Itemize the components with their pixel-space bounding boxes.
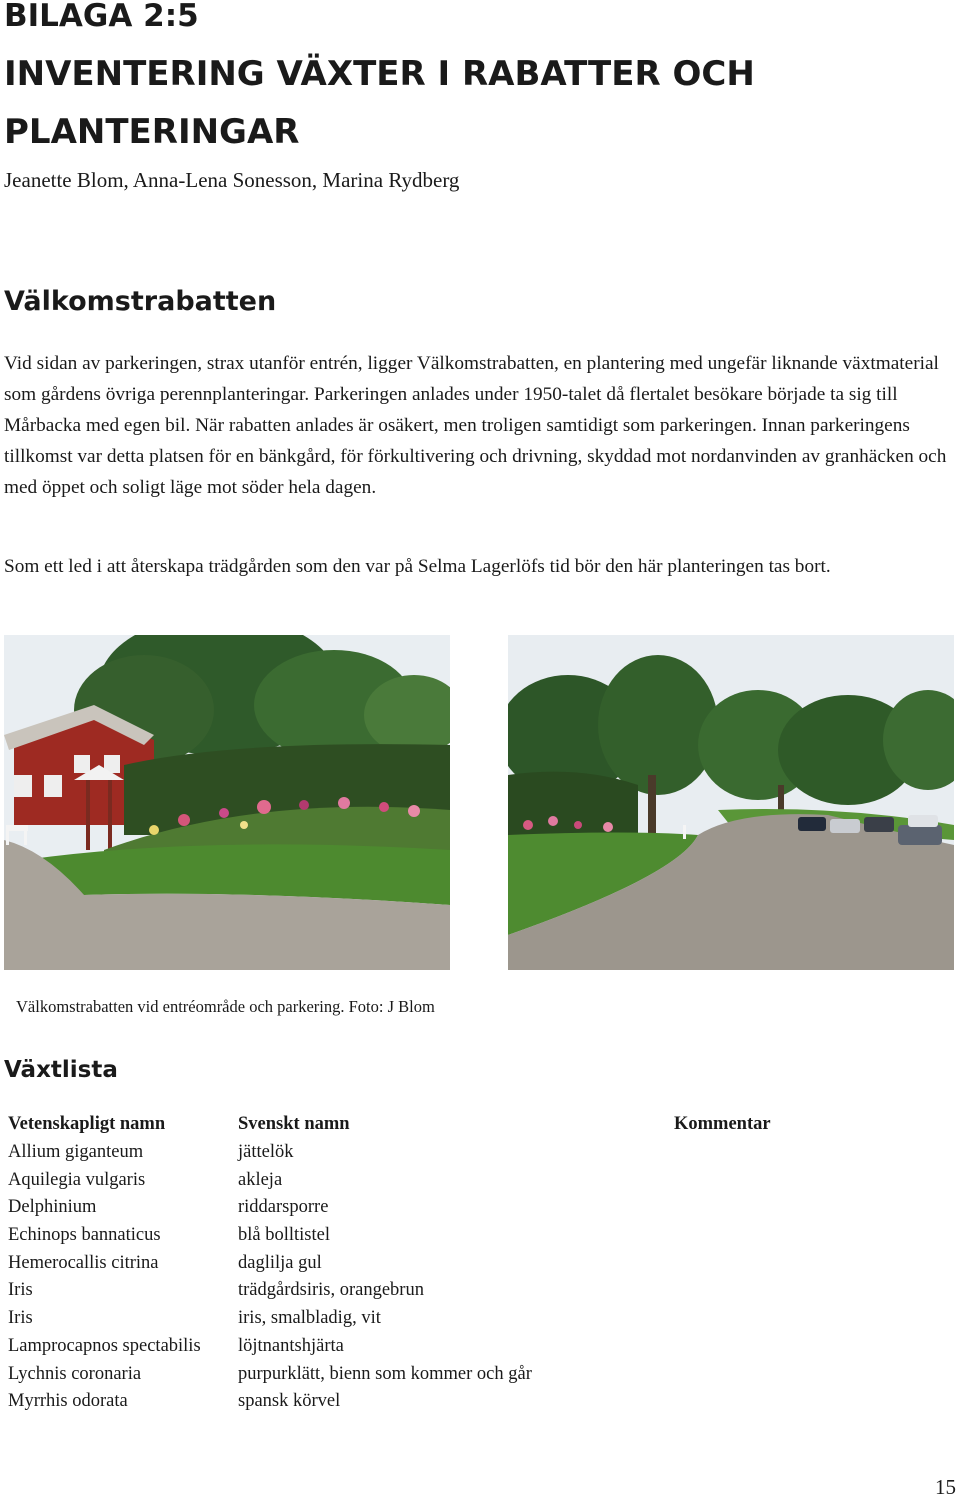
comment — [674, 1306, 874, 1334]
comment — [674, 1251, 874, 1279]
table-header-row — [8, 1112, 874, 1140]
comment — [674, 1168, 874, 1196]
photo-entrance-flowerbed — [4, 635, 450, 970]
table-row — [8, 1223, 874, 1251]
page-title-line-2: PLANTERINGAR — [4, 112, 300, 152]
swedish-name: blå bolltistel — [238, 1225, 330, 1246]
plant-list-title: Växtlista — [4, 1057, 118, 1083]
photo-parking-illustration — [508, 635, 954, 970]
swedish-name: daglilja gul — [238, 1252, 322, 1273]
body-paragraph-2: Som ett led i att återskapa trädgården som den var på Selma Lagerlöfs tid bör den här planteringen tas bort. — [4, 556, 831, 577]
table-row — [8, 1140, 874, 1168]
swedish-name: jättelök — [238, 1142, 294, 1162]
table-row — [8, 1168, 874, 1196]
scientific-name: Echinops bannaticus — [8, 1225, 161, 1246]
swedish-name: löjtnantshjärta — [238, 1335, 344, 1356]
table-row — [8, 1251, 874, 1279]
swedish-name: spansk körvel — [238, 1391, 341, 1412]
column-header-scientific: Vetenskapligt namn — [8, 1114, 166, 1134]
scientific-name: Iris — [8, 1280, 33, 1301]
table-row — [8, 1306, 874, 1334]
scientific-name: Myrrhis odorata — [8, 1391, 128, 1412]
scientific-name: Allium giganteum — [8, 1142, 144, 1162]
body-paragraph-1: Vid sidan av parkeringen, strax utanför entrén, ligger Välkomstrabatten, en plantering med ungefär liknande växtmaterial som gårdens övriga perennplanteringar. Parkeringen anlades under 1950-talet då flertalet besökare började ta sig till Mårbacka med egen bil. När rabatten anlades är osäkert, men troligen samtidigt som parkeringen. Innan parkeringens tillkomst var detta platsen för en bänkgård, för förkultivering och drivning, skyddad mot nordanvinden av granhäcken och med öppet och soligt läge mot söder hela dagen. — [4, 353, 947, 498]
swedish-name: iris, smalbladig, vit — [238, 1308, 381, 1329]
scientific-name: Aquilegia vulgaris — [8, 1169, 146, 1190]
scientific-name: Lychnis coronaria — [8, 1363, 142, 1384]
photo-entrance-illustration — [4, 635, 450, 970]
column-header-comment: Kommentar — [674, 1114, 771, 1134]
page-number: 15 — [935, 1475, 956, 1499]
swedish-name: trädgårdsiris, orangebrun — [238, 1280, 424, 1301]
swedish-name: purpurklätt, bienn som kommer och går — [238, 1363, 532, 1384]
scientific-name: Hemerocallis citrina — [8, 1252, 159, 1273]
authors: Jeanette Blom, Anna-Lena Sonesson, Marina Rydberg — [4, 168, 460, 192]
comment — [674, 1389, 874, 1417]
table-row — [8, 1334, 874, 1362]
comment — [674, 1362, 874, 1390]
photo-parking-area — [508, 635, 954, 970]
swedish-name: akleja — [238, 1169, 283, 1190]
table-row — [8, 1389, 874, 1417]
scientific-name: Delphinium — [8, 1197, 97, 1218]
page-title-line-1: INVENTERING VÄXTER I RABATTER OCH — [4, 54, 755, 94]
comment — [674, 1334, 874, 1362]
scientific-name-text: Lamprocapnos spectabilis — [8, 1335, 201, 1356]
comment — [674, 1140, 874, 1168]
appendix-label: BILAGA 2:5 — [4, 0, 199, 34]
table-row — [8, 1195, 874, 1223]
comment — [674, 1195, 874, 1223]
photo-caption: Välkomstrabatten vid entréområde och parkering. Foto: J Blom — [16, 997, 435, 1016]
scientific-name — [8, 1334, 238, 1362]
plant-list-table — [8, 1112, 874, 1417]
comment — [674, 1223, 874, 1251]
table-row — [8, 1278, 874, 1306]
scientific-name: Iris — [8, 1308, 33, 1329]
comment — [674, 1278, 874, 1306]
section-title: Välkomstrabatten — [4, 286, 277, 317]
swedish-name: riddarsporre — [238, 1197, 329, 1218]
column-header-swedish: Svenskt namn — [238, 1114, 350, 1134]
table-row — [8, 1362, 874, 1390]
